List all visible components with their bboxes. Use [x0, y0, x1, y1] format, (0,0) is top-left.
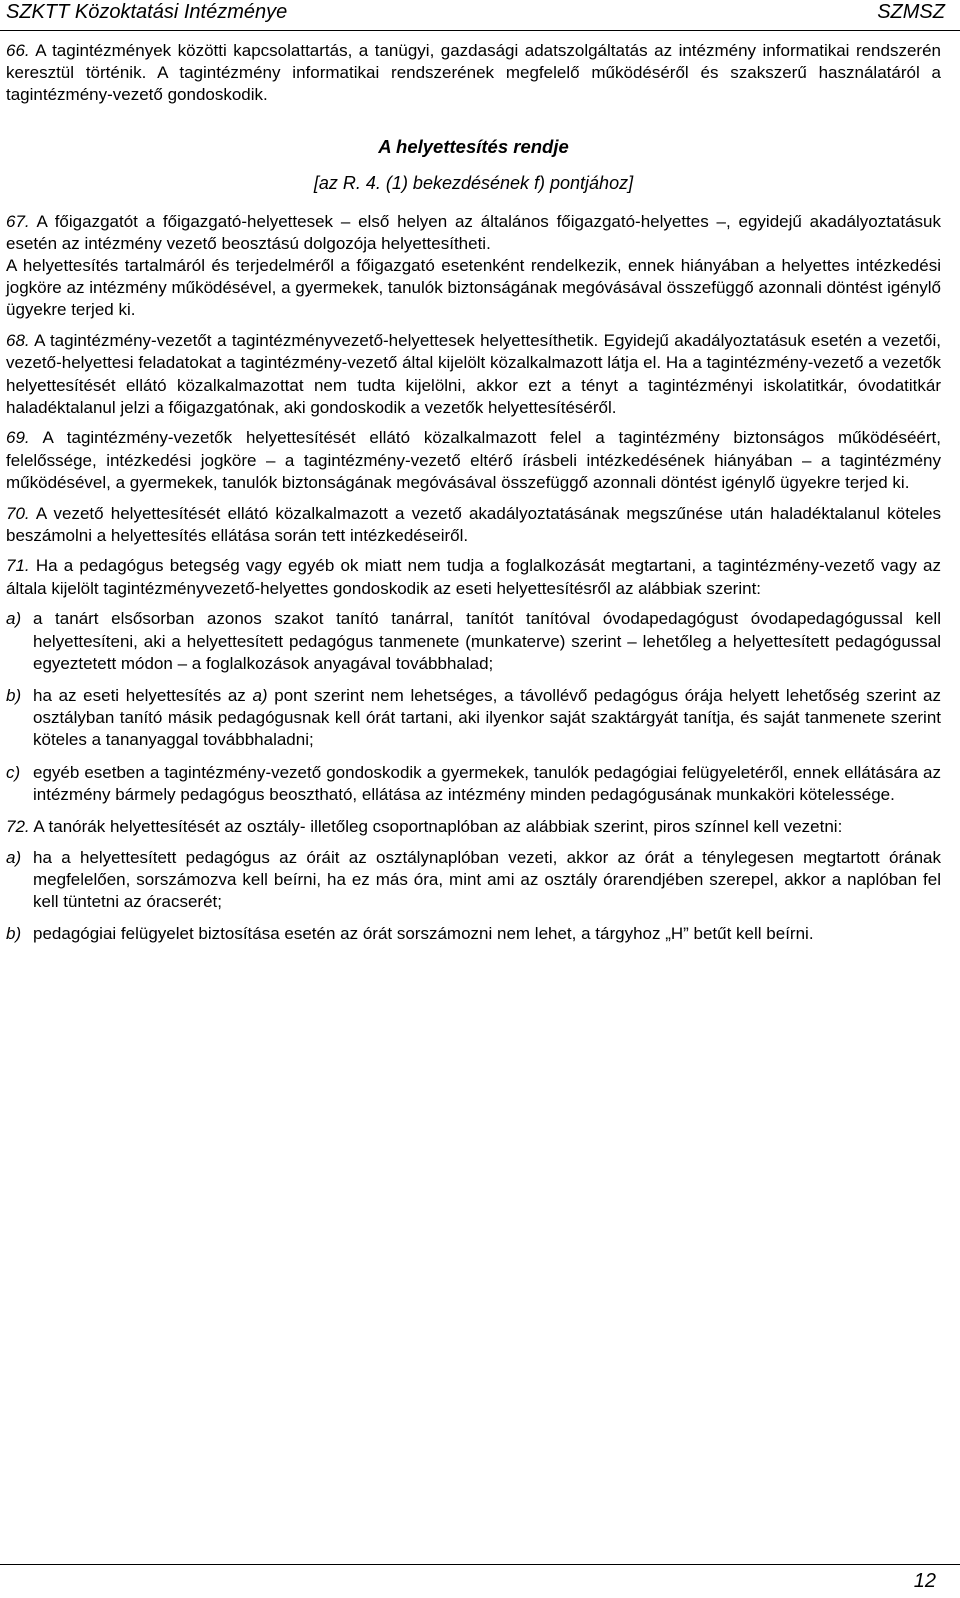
paragraph-number: 69.: [6, 428, 30, 448]
list-item-text: egyéb esetben a tagintézmény-vezető gondoskodik a gyermekek, tanulók pedagógiai felügyeletéről, ennek ellátására az intézmény bármely pedagógus beosztható, ellátása az intézmény minden pedagógusának munkaköri kötelessége.: [33, 762, 941, 804]
paragraph-text: A főigazgatót a főigazgató-helyettesek – első helyen az általános főigazgató-helyettes –, egyidejű akadályoztatásuk esetén az intézmény vezető beosztású dolgozója helyettesítheti.: [6, 211, 941, 253]
header-document-code: SZMSZ: [877, 1, 945, 23]
paragraph-number: 72.: [6, 816, 30, 836]
list-item-text-emphasis: a): [252, 685, 268, 705]
list-item-text: ha a helyettesített pedagógus az óráit az osztálynaplóban vezeti, akkor az órát a ténylegesen megtartott órának megfelelően, sorszámozva kell beírni, ha ez más óra, mint ami az osztály órarendjében szerepel, akkor a naplóban fel kell tüntetni az óracserét;: [33, 847, 941, 912]
list-item-71-c: [6, 762, 941, 806]
paragraph-text: A tagintézmény-vezetők helyettesítését ellátó közalkalmazott felel a tagintézmény biztonságos működéséért, felelőssége, intézkedési jogköre – a tagintézmény-vezető eltérő írásbeli intézkedésének hiányában – a tagintézmény működésével, a gyermekek, tanulók biztonságának megóvásával összefüggő azonnali döntést igénylő ügyekre terjed ki.: [6, 428, 941, 492]
paragraph-number: 67.: [6, 211, 30, 231]
paragraph-68: [6, 330, 941, 419]
paragraph-number: 70.: [6, 503, 30, 523]
list-item-71-b: [6, 685, 941, 752]
paragraph-70: [6, 503, 941, 547]
list-item-label: a): [6, 609, 22, 629]
list-item-label: a): [6, 847, 22, 867]
list-item-label: c): [6, 762, 21, 782]
document-body: [6, 40, 941, 956]
list-item-72-b: [6, 923, 941, 945]
page-number: 12: [913, 1570, 936, 1592]
paragraph-69: [6, 427, 941, 494]
paragraph-text: A tagintézmények közötti kapcsolattartás, a tanügyi, gazdasági adatszolgáltatás az intézmény informatikai rendszerén keresztül történik. A tagintézmény informatikai rendszerének megfelelő működéséről és szakszerű használatáról a tagintézmény-vezető gondoskodik.: [6, 41, 941, 105]
paragraph-67: [6, 211, 941, 255]
list-item-text: a tanárt elsősorban azonos szakot tanító tanárral, tanítót tanítóval óvodapedagógust óvodapedagógussal kell helyettesíteni, aki a helyettesített pedagógus tanmenete (munkaterve) szerint – lehetőleg a helyettesített pedagógussal egyeztetett módon – a foglalkozások anyagával továbbhalad;: [33, 609, 941, 673]
paragraph-text: A vezető helyettesítését ellátó közalkalmazott a vezető akadályoztatásának megszűnése után haladéktalanul köteles beszámolni a helyettesítés ellátása során tett intézkedéseiről.: [6, 503, 941, 545]
paragraph-text: Ha a pedagógus betegség vagy egyéb ok miatt nem tudja a foglalkozását megtartani, a tagintézmény-vezető vagy az általa kijelölt tagintézményvezető-helyettes gondoskodik az eseti helyettesítésről az alábbiak szerint:: [6, 556, 941, 598]
list-item-label: b): [6, 924, 22, 944]
paragraph-66: [6, 40, 941, 107]
paragraph-text: A tagintézmény-vezetőt a tagintézményvezető-helyettesek helyettesíthetik. Egyidejű akadályoztatásuk esetén a vezetői, vezető-helyettesi feladatokat a tagintézmény-vezető által kijelölt közalkalmazott látja el. Ha a tagintézmény-vezető a vezetők helyettesítését ellátó közalkalmazottat nem tudta kijelölni, akkor ezt a tényt a tagintézményi iskolatitkár, óvodatitkár haladéktalanul jelzi a főigazgatónak, aki gondoskodik a vezetők helyettesítéséről.: [6, 331, 941, 417]
paragraph-71: [6, 555, 941, 599]
list-item-text-post: pont szerint nem lehetséges, a távollévő pedagógus órája helyett lehetőség szerint az osztályban tanító másik pedagógusnak kell órát tartani, aki ilyenkor saját szaktárgyát tanítja, és saját tanmenete szerint köteles a tananyaggal továbbhaladni;: [33, 685, 941, 750]
list-item-71-a: [6, 608, 941, 675]
page-footer: [0, 1564, 960, 1598]
list-item-label: b): [6, 685, 22, 705]
page-header: [0, 0, 960, 31]
paragraph-72: [6, 816, 941, 838]
header-institution-name: SZKTT Közoktatási Intézménye: [6, 1, 288, 23]
paragraph-number: 68.: [6, 331, 30, 351]
paragraph-text: A tanórák helyettesítését az osztály- illetőleg csoportnaplóban az alábbiak szerint, piros színnel kell vezetni:: [29, 816, 843, 836]
list-item-72-a: [6, 847, 941, 914]
section-legal-reference: [az R. 4. (1) bekezdésének f) pontjához]: [313, 172, 634, 193]
list-item-text-pre: ha az eseti helyettesítés az: [33, 685, 253, 705]
paragraph-67-continued: A helyettesítés tartalmáról és terjedelméről a főigazgató esetenként rendelkezik, ennek hiányában a helyettes intézkedési jogköre az intézmény működésével, a gyermekek, tanulók biztonságának megóvásával összefüggő azonnali döntést igénylő ügyekre terjed ki.: [6, 256, 941, 320]
section-heading: A helyettesítés rendje: [378, 135, 569, 157]
paragraph-number: 66.: [6, 41, 30, 60]
paragraph-number: 71.: [6, 556, 30, 576]
list-item-text: pedagógiai felügyelet biztosítása esetén az órát sorszámozni nem lehet, a tárgyhoz „H” betűt kell beírni.: [33, 924, 814, 944]
